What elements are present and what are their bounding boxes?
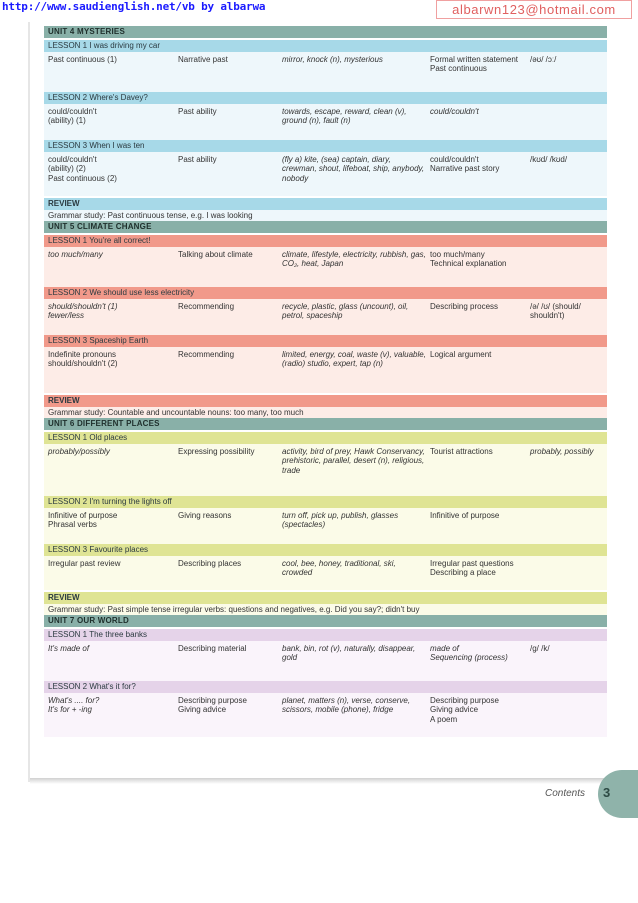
- review-heading: REVIEW: [44, 198, 607, 210]
- pronunciation-cell: /ə/ /ʊ/ (should/ shouldn't): [530, 302, 581, 321]
- lesson-row: [44, 556, 607, 590]
- skills-cell: could/couldn't: [430, 107, 479, 116]
- function-cell: Describing material: [178, 644, 247, 653]
- vocabulary-cell: towards, escape, reward, clean (v), ground (n), fault (n): [282, 107, 407, 126]
- lesson-heading: LESSON 1 You're all correct!: [44, 235, 607, 247]
- lesson-row: [44, 444, 607, 496]
- vocabulary-cell: turn off, pick up, publish, glasses (spectacles): [282, 511, 399, 530]
- grammar-cell: Past continuous (1): [48, 55, 117, 64]
- lesson-heading: LESSON 3 Spaceship Earth: [44, 335, 607, 347]
- page-number: 3: [603, 785, 611, 800]
- skills-cell: could/couldn't Narrative past story: [430, 155, 500, 174]
- unit-heading: UNIT 6 DIFFERENT PLACES: [44, 418, 607, 430]
- review-heading: REVIEW: [44, 395, 607, 407]
- function-cell: Expressing possibility: [178, 447, 255, 456]
- function-cell: Past ability: [178, 107, 217, 116]
- vocabulary-cell: limited, energy, coal, waste (v), valuable, (radio) studio, expert, tap (n): [282, 350, 426, 369]
- function-cell: Narrative past: [178, 55, 228, 64]
- function-cell: Recommending: [178, 302, 235, 311]
- unit-heading: UNIT 5 CLIMATE CHANGE: [44, 221, 607, 233]
- skills-cell: Formal written statement Past continuous: [430, 55, 519, 74]
- pronunciation-cell: /kʊd/ /kʊd/: [530, 155, 568, 164]
- pronunciation-cell: /g/ /k/: [530, 644, 550, 653]
- vocabulary-cell: activity, bird of prey, Hawk Conservancy, prehistoric, parallel, desert (n), religious, trade: [282, 447, 425, 475]
- lesson-row: [44, 52, 607, 92]
- grammar-cell: should/shouldn't (1) fewer/less: [48, 302, 118, 321]
- unit-heading: UNIT 7 OUR WORLD: [44, 615, 607, 627]
- skills-cell: Tourist attractions: [430, 447, 493, 456]
- skills-cell: Infinitive of purpose: [430, 511, 500, 520]
- pronunciation-cell: /əʊ/ /ɔː/: [530, 55, 557, 64]
- lesson-heading: LESSON 2 Where's Davey?: [44, 92, 607, 104]
- grammar-cell: could/couldn't (ability) (2) Past continuous (2): [48, 155, 117, 183]
- footer-label: Contents: [545, 788, 586, 799]
- grammar-cell: could/couldn't (ability) (1): [48, 107, 97, 126]
- grammar-cell: Infinitive of purpose Phrasal verbs: [48, 511, 118, 530]
- grammar-study: Grammar study: Past simple tense irregular verbs: questions and negatives, e.g. Did you say?; didn't buy: [44, 604, 607, 615]
- review-heading: REVIEW: [44, 592, 607, 604]
- grammar-cell: It's made of: [48, 644, 90, 653]
- lesson-row: [44, 641, 607, 681]
- lesson-heading: LESSON 2 We should use less electricity: [44, 287, 607, 299]
- lesson-heading: LESSON 1 Old places: [44, 432, 607, 444]
- page-shadow: [30, 778, 611, 784]
- vocabulary-cell: (fly a) kite, (sea) captain, diary, crewman, shout, lifeboat, ship, anybody, nobody: [282, 155, 425, 183]
- lesson-heading: LESSON 2 I'm turning the lights off: [44, 496, 607, 508]
- grammar-cell: What's .... for? It's for + -ing: [48, 696, 100, 715]
- watermark-url: http://www.saudienglish.net/vb by albarwa: [2, 0, 266, 13]
- lesson-heading: LESSON 3 Favourite places: [44, 544, 607, 556]
- skills-cell: made of Sequencing (process): [430, 644, 508, 663]
- grammar-study: Grammar study: Past continuous tense, e.g. I was looking: [44, 210, 607, 221]
- contents-table: [44, 26, 607, 737]
- function-cell: Recommending: [178, 350, 235, 359]
- vocabulary-cell: recycle, plastic, glass (uncount), oil, petrol, spaceship: [282, 302, 409, 321]
- vocabulary-cell: planet, matters (n), verse, conserve, scissors, mobile (phone), fridge: [282, 696, 411, 715]
- watermark-email: albarwn123@hotmail.com: [436, 0, 632, 19]
- skills-cell: Logical argument: [430, 350, 492, 359]
- grammar-study: Grammar study: Countable and uncountable nouns: too many, too much: [44, 407, 607, 418]
- grammar-cell: Irregular past review: [48, 559, 121, 568]
- function-cell: Describing purpose Giving advice: [178, 696, 247, 715]
- lesson-row: [44, 299, 607, 335]
- function-cell: Talking about climate: [178, 250, 253, 259]
- lesson-heading: LESSON 1 The three banks: [44, 629, 607, 641]
- skills-cell: Describing purpose Giving advice A poem: [430, 696, 499, 724]
- lesson-row: [44, 693, 607, 737]
- skills-cell: Describing process: [430, 302, 499, 311]
- vocabulary-cell: bank, bin, rot (v), naturally, disappear, gold: [282, 644, 416, 663]
- function-cell: Giving reasons: [178, 511, 232, 520]
- lesson-row: [44, 508, 607, 544]
- lesson-heading: LESSON 1 I was driving my car: [44, 40, 607, 52]
- unit-heading: UNIT 4 MYSTERIES: [44, 26, 607, 38]
- grammar-cell: probably/possibly: [48, 447, 110, 456]
- pronunciation-cell: probably, possibly: [530, 447, 594, 456]
- skills-cell: Irregular past questions Describing a place: [430, 559, 514, 578]
- lesson-row: [44, 152, 607, 196]
- function-cell: Describing places: [178, 559, 242, 568]
- skills-cell: too much/many Technical explanation: [430, 250, 507, 269]
- lesson-row: [44, 104, 607, 140]
- lesson-row: [44, 247, 607, 287]
- grammar-cell: Indefinite pronouns should/shouldn't (2): [48, 350, 118, 369]
- lesson-row: [44, 347, 607, 393]
- vocabulary-cell: climate, lifestyle, electricity, rubbish, gas, CO₂, heat, Japan: [282, 250, 426, 269]
- vocabulary-cell: cool, bee, honey, traditional, ski, crowded: [282, 559, 396, 578]
- grammar-cell: too much/many: [48, 250, 103, 259]
- function-cell: Past ability: [178, 155, 217, 164]
- lesson-heading: LESSON 3 When I was ten: [44, 140, 607, 152]
- lesson-heading: LESSON 2 What's it for?: [44, 681, 607, 693]
- vocabulary-cell: mirror, knock (n), mysterious: [282, 55, 383, 64]
